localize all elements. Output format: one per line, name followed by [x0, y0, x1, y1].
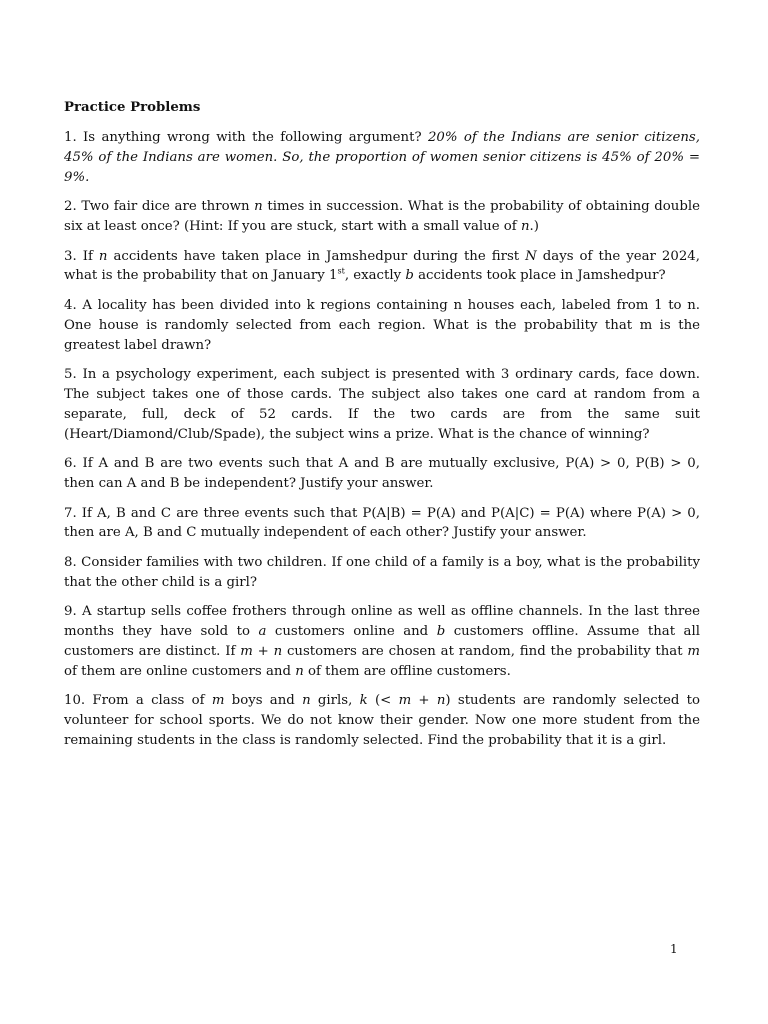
- problem-text: days of the year 2024, what is the probability that on January 1: [64, 248, 700, 284]
- problem-text: of them are online customers and: [64, 663, 296, 679]
- italic-text: N: [525, 248, 537, 264]
- problem-item: [64, 602, 700, 681]
- problem-text: 3. If: [64, 248, 99, 264]
- problem-item: [64, 504, 700, 544]
- superscript-text: st: [337, 266, 345, 276]
- problem-text: ) students are randomly selected to volunteer for school sports. We do not know their gender. Now one more student from the remaining students in the class is randomly selected. Find the probability that it is a girl.: [64, 693, 701, 748]
- problem-list: [64, 128, 700, 751]
- problem-text: (<: [367, 693, 399, 709]
- problem-text: 6. If A and B are two events such that A and B are mutually exclusive, P(A) > 0, P(B) > 0, then can A and B be independent? Justify your answer.: [64, 456, 700, 491]
- document-content: [64, 98, 700, 760]
- problem-item: [64, 128, 700, 187]
- problem-item: [64, 296, 700, 355]
- italic-text: m + n: [240, 643, 283, 659]
- italic-text: m + n: [398, 693, 446, 709]
- problem-text: 4. A locality has been divided into k regions containing n houses each, labeled from 1 to n. One house is randomly selected from each region. What is the probability that m is the greatest label drawn?: [64, 297, 700, 353]
- problem-text: accidents took place in Jamshedpur?: [413, 268, 666, 284]
- italic-text: m: [687, 643, 700, 659]
- problem-text: 8. Consider families with two children. If one child of a family is a boy, what is the probability that the other child is a girl?: [64, 554, 700, 590]
- page-title: Practice Problems: [64, 100, 201, 115]
- problem-item: [64, 691, 700, 750]
- italic-text: a: [258, 624, 267, 640]
- italic-text: 20% of the Indians are senior citizens, 45% of the Indians are women. So, the proportion of women senior citizens is 45% of 20% = 9%.: [64, 130, 700, 185]
- italic-text: b: [405, 268, 414, 284]
- problem-item: [64, 454, 700, 494]
- problem-text: 5. In a psychology experiment, each subject is presented with 3 ordinary cards, face down. The subject takes one of those cards. The subject also takes one card at random from a separate, full, deck of 52 cards. If the two cards are from the same suit (Heart/Diamond/Club/Spade), the subject wins a prize. What is the chance of winning?: [64, 367, 700, 442]
- italic-text: m: [211, 693, 225, 709]
- problem-text: 7. If A, B and C are three events such that P(A|B) = P(A) and P(A|C) = P(A) where P(A) > 0, then are A, B and C mutually independent of each other? Justify your answer.: [64, 505, 700, 541]
- problem-text: accidents have taken place in Jamshedpur during the first: [107, 248, 526, 264]
- problem-text: times in succession. What is the probability of obtaining double six at least once? (Hint: If you are stuck, start with a small value of: [64, 199, 700, 234]
- problem-text: boys and: [224, 693, 303, 709]
- problem-item: [64, 553, 700, 593]
- problem-text: customers online and: [266, 624, 437, 640]
- problem-text: customers offline. Assume that all customers are distinct. If: [64, 624, 700, 659]
- problem-item: [64, 197, 700, 237]
- italic-text: n: [98, 248, 108, 264]
- problem-text: customers are chosen at random, find the probability that: [282, 643, 688, 659]
- problem-text: 1. Is anything wrong with the following argument?: [64, 130, 428, 145]
- page-number: 1: [670, 942, 678, 956]
- problem-text: 9. A startup sells coffee frothers through online as well as offline channels. In the last three months they have sold to: [64, 604, 700, 640]
- problem-text: girls,: [310, 693, 360, 709]
- problem-text: 10. From a class of: [64, 693, 212, 709]
- italic-text: n: [302, 693, 311, 709]
- problem-item: [64, 247, 700, 287]
- italic-text: b: [436, 624, 446, 640]
- problem-item: [64, 365, 700, 444]
- problem-text: of them are offline customers.: [303, 663, 511, 679]
- italic-text: n: [520, 218, 530, 234]
- problem-text: .): [529, 218, 539, 234]
- italic-text: n: [295, 663, 304, 679]
- italic-text: k: [359, 693, 368, 709]
- problem-text: , exactly: [344, 268, 406, 284]
- italic-text: n: [254, 199, 263, 215]
- problem-text: 2. Two fair dice are thrown: [64, 199, 255, 215]
